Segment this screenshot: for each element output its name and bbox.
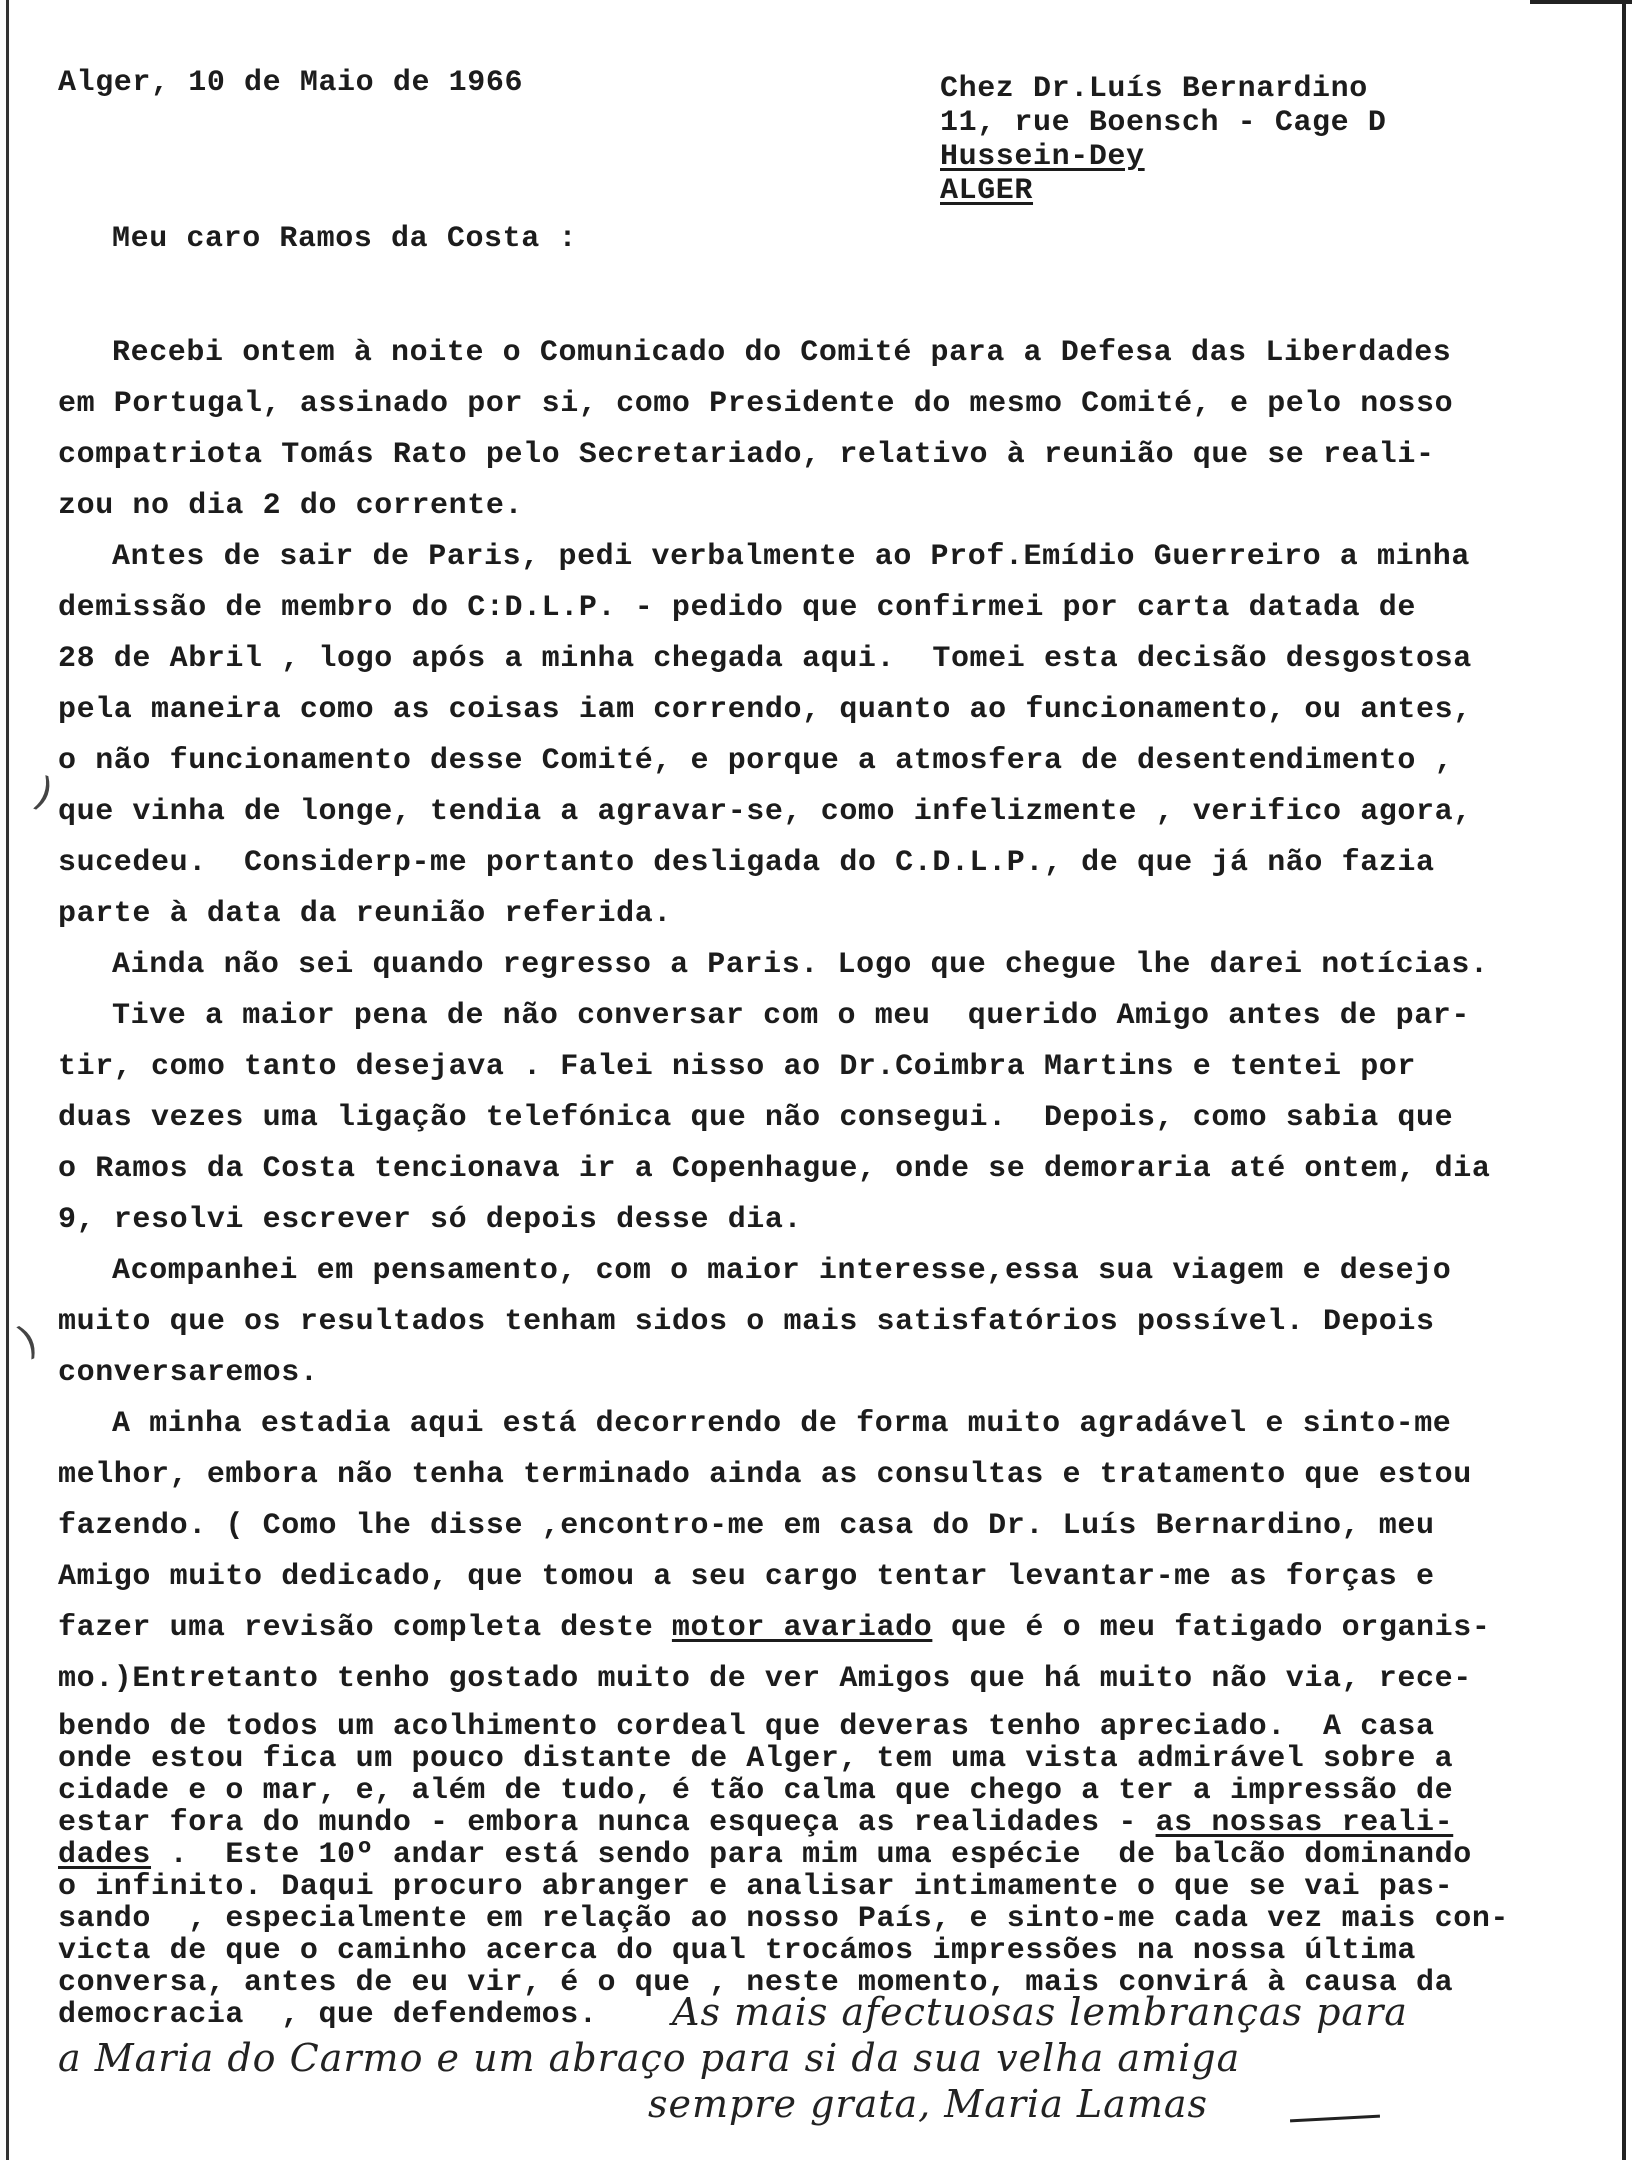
body-line: victa de que o caminho acerca do qual trocámos impressões na nossa última	[58, 1934, 1417, 1968]
scan-border-top	[1530, 0, 1632, 14]
underlined-phrase: motor avariado	[671, 1611, 933, 1645]
underlined-phrase: dades	[58, 1838, 152, 1872]
body-line: democracia , que defendemos.	[58, 1998, 598, 2032]
body-line: onde estou fica um pouco distante de Alger, tem uma vista admirável sobre a	[58, 1742, 1454, 1776]
body-line: 28 de Abril , logo após a minha chegada aqui. Tomei esta decisão desgostosa	[58, 642, 1472, 676]
body-line: bendo de todos um acolhimento cordeal que deveras tenho apreciado. A casa	[58, 1710, 1435, 1744]
letter-date: Alger, 10 de Maio de 1966	[58, 66, 524, 100]
body-line: em Portugal, assinado por si, como Presidente do mesmo Comité, e pelo nosso	[58, 387, 1454, 421]
body-line: Tive a maior pena de não conversar com o meu querido Amigo antes de par-	[112, 999, 1471, 1033]
body-line: tir, como tanto desejava . Falei nisso ao Dr.Coimbra Martins e tentei por	[58, 1050, 1417, 1084]
body-line: o Ramos da Costa tencionava ir a Copenhague, onde se demoraria até ontem, dia	[58, 1152, 1491, 1186]
body-line: que vinha de longe, tendia a agravar-se, como infelizmente , verifico agora,	[58, 795, 1472, 829]
body-line: duas vezes uma ligação telefónica que não consegui. Depois, como sabia que	[58, 1101, 1454, 1135]
body-line: estar fora do mundo - embora nunca esqueça as realidades - as nossas reali-	[58, 1806, 1454, 1840]
body-line: o infinito. Daqui procuro abranger e analisar intimamente o que se vai pas-	[58, 1870, 1454, 1904]
body-line: muito que os resultados tenham sidos o mais satisfatórios possível. Depois	[58, 1305, 1435, 1339]
body-line: zou no dia 2 do corrente.	[58, 489, 524, 523]
body-line: Ainda não sei quando regresso a Paris. Logo que chegue lhe darei notícias.	[112, 948, 1489, 982]
salutation: Meu caro Ramos da Costa :	[112, 222, 578, 256]
handwritten-signature: sempre grata, Maria Lamas	[648, 2082, 1209, 2126]
body-line: mo.)Entretanto tenho gostado muito de ver Amigos que há muito não via, rece-	[58, 1662, 1472, 1696]
body-line: A minha estadia aqui está decorrendo de forma muito agradável e sinto-me	[112, 1407, 1452, 1441]
body-line: Antes de sair de Paris, pedi verbalmente ao Prof.Emídio Guerreiro a minha	[112, 540, 1471, 574]
body-line: melhor, embora não tenha terminado ainda as consultas e tratamento que estou	[58, 1458, 1472, 1492]
scan-border-right	[1622, 0, 1626, 2160]
signature-flourish	[1290, 2115, 1380, 2123]
body-line: cidade e o mar, e, além de tudo, é tão calma que chego a ter a impressão de	[58, 1774, 1454, 1808]
body-line: conversa, antes de eu vir, é o que , neste momento, mais convirá à causa da	[58, 1966, 1454, 2000]
address-line-1: Chez Dr.Luís Bernardino	[940, 72, 1368, 106]
underlined-phrase: as nossas reali-	[1155, 1806, 1454, 1840]
body-line: demissão de membro do C:D.L.P. - pedido que confirmei por carta datada de	[58, 591, 1417, 625]
margin-pen-mark: )	[11, 1316, 45, 1366]
margin-pen-mark: )	[28, 768, 60, 818]
body-line: sucedeu. Considerp-me portanto desligada do C.D.L.P., de que já não fazia	[58, 846, 1435, 880]
body-line: compatriota Tomás Rato pelo Secretariado, relativo à reunião que se reali-	[58, 438, 1435, 472]
address-line-2: 11, rue Boensch - Cage D	[940, 106, 1387, 140]
handwritten-closing-line-2: a Maria do Carmo e um abraço para si da sua velha amiga	[58, 2036, 1241, 2080]
body-line: conversaremos.	[58, 1356, 319, 1390]
body-line: parte à data da reunião referida.	[58, 897, 672, 931]
body-line: Amigo muito dedicado, que tomou a seu cargo tentar levantar-me as forças e	[58, 1560, 1435, 1594]
scan-border-left	[6, 0, 9, 2160]
body-line: pela maneira como as coisas iam correndo, quanto ao funcionamento, ou antes,	[58, 693, 1472, 727]
address-line-3: Hussein-Dey	[940, 140, 1145, 174]
body-line: Acompanhei em pensamento, com o maior interesse,essa sua viagem e desejo	[112, 1254, 1452, 1288]
body-line: fazer uma revisão completa deste motor avariado que é o meu fatigado organis-	[58, 1611, 1491, 1645]
body-line: 9, resolvi escrever só depois desse dia.	[58, 1203, 803, 1237]
address-line-4: ALGER	[940, 174, 1034, 208]
body-line: sando , especialmente em relação ao nosso País, e sinto-me cada vez mais con-	[58, 1902, 1510, 1936]
body-line: Recebi ontem à noite o Comunicado do Comité para a Defesa das Liberdades	[112, 336, 1452, 370]
body-line: o não funcionamento desse Comité, e porque a atmosfera de desentendimento ,	[58, 744, 1454, 778]
body-line: dades . Este 10º andar está sendo para mim uma espécie de balcão dominando	[58, 1838, 1472, 1872]
body-line: fazendo. ( Como lhe disse ,encontro-me em casa do Dr. Luís Bernardino, meu	[58, 1509, 1435, 1543]
handwritten-closing-line-1: As mais afectuosas lembranças para	[672, 1990, 1408, 2034]
